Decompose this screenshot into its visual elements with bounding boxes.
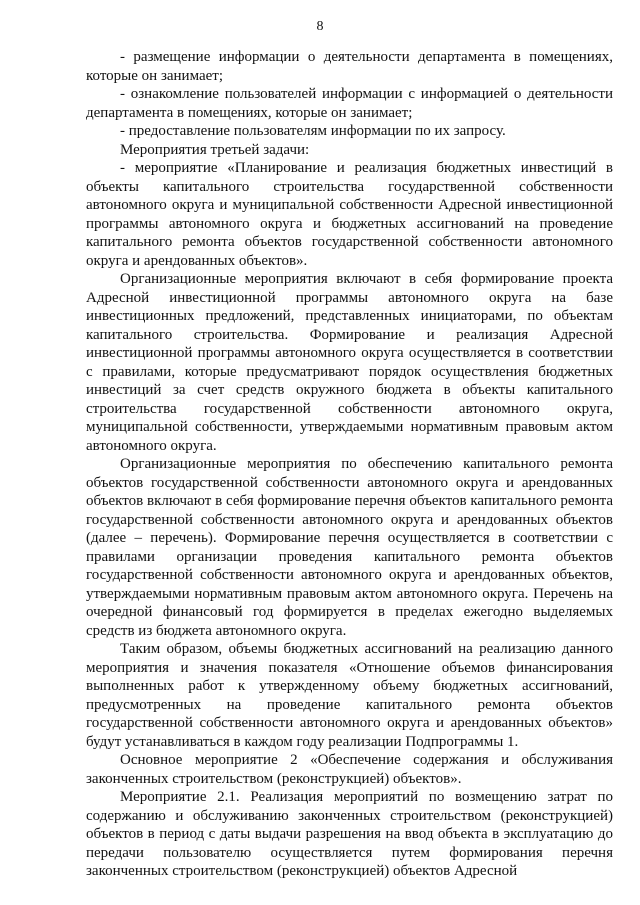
document-body bbox=[86, 48, 613, 881]
paragraph: Мероприятия третьей задачи: bbox=[120, 141, 310, 158]
paragraph: Мероприятие 2.1. Реализация мероприятий по возмещению затрат по содержанию и обслуживанию законченных строительством (реконструкцией) объектов в период с даты выдачи разрешения на ввод объекта в эксплуатацию до передачи пользователю осуществляется путем формирования перечня законченных строительством (реконструкцией) объектов Адресной bbox=[86, 789, 613, 879]
page-number: 8 bbox=[316, 19, 324, 34]
paragraph: Таким образом, объемы бюджетных ассигнований на реализацию данного мероприятия и значения показателя «Отношение объемов финансирования выполненных работ к утвержденному объему бюджетных ассигнований, предусмотренных на проведение капитального ремонта объектов государственной собственности автономного округа и арендованных объектов» будут устанавливаться в каждом году реализации Подпрограммы 1. bbox=[86, 641, 613, 750]
paragraph: Организационные мероприятия по обеспечению капитального ремонта объектов государственной собственности автономного округа и арендованных объектов включают в себя формирование перечня объектов капитального ремонта государственной собственности автономного округа и арендованных объектов (далее – перечень). Формирование перечня осуществляется в соответствии с правилами организации проведения капитального ремонта объектов государственной собственности автономного округа и арендованных объектов, утверждаемыми нормативным правовым актом автономного округа. Перечень на очередной финансовый год формируется в пределах ежегодно выделяемых средств из бюджета автономного округа. bbox=[86, 456, 613, 639]
paragraph: - предоставление пользователям информации по их запросу. bbox=[120, 123, 506, 139]
paragraph: - мероприятие «Планирование и реализация бюджетных инвестиций в объекты капитального строительства государственной собственности автономного округа и муниципальной собственности Адресной инвестиционной программы автономного округа и бюджетных ассигнований на проведение капитального ремонта объектов государственной собственности автономного округа и арендованных объектов». bbox=[86, 160, 613, 269]
paragraph: - ознакомление пользователей информации с информацией о деятельности департамента в помещениях, которые он занимает; bbox=[86, 86, 613, 121]
paragraph: Организационные мероприятия включают в себя формирование проекта Адресной инвестиционной программы автономного округа на базе инвестиционных предложений, представленных инициаторами, по объектам капитального строительства. Формирование и реализация Адресной инвестиционной программы автономного округа осуществляется в соответствии с правилами, которые предусматривают порядок осуществления бюджетных инвестиций за счет средств окружного бюджета в объекты капитального строительства государственной собственности автономного округа, муниципальной собственности, утверждаемыми нормативным правовым актом автономного округа. bbox=[86, 271, 613, 454]
paragraph: - размещение информации о деятельности департамента в помещениях, которые он занимает; bbox=[86, 49, 613, 84]
paragraph: Основное мероприятие 2 «Обеспечение содержания и обслуживания законченных строительством (реконструкцией) объектов». bbox=[86, 752, 613, 787]
